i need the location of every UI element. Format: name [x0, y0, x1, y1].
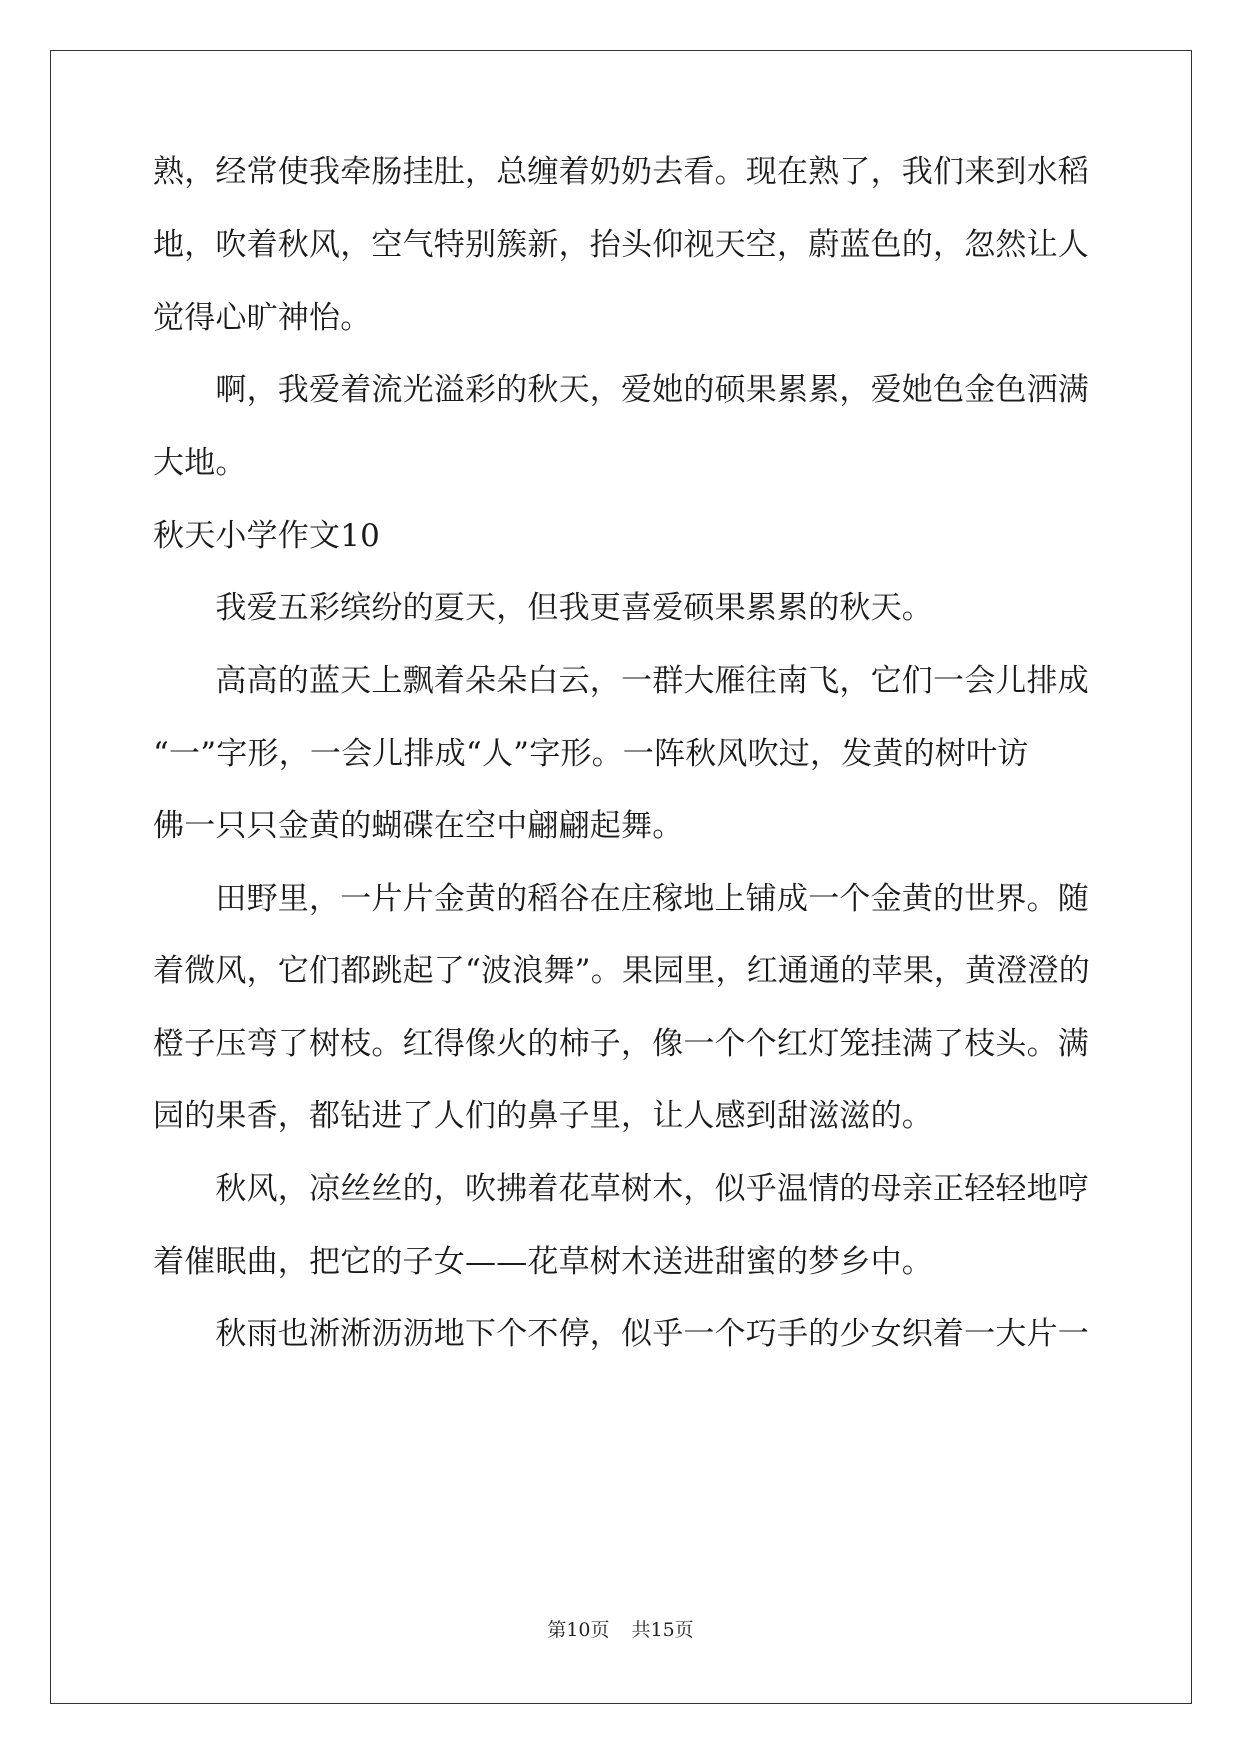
text-line: 大地。: [153, 445, 247, 481]
text-line: 高高的蓝天上飘着朵朵白云，一群大雁往南飞，它们一会儿排成: [153, 663, 1089, 699]
text-line: 地，吹着秋风，空气特别簇新，抬头仰视天空，蔚蓝色的，忽然让人: [153, 227, 1089, 263]
text-line: 秋雨也淅淅沥沥地下个不停，似乎一个巧手的少女织着一大片一: [153, 1316, 1089, 1352]
text-line: 啊，我爱着流光溢彩的秋天，爱她的硕果累累，爱她色金色洒满: [153, 372, 1089, 408]
page-total: 共15页: [631, 1619, 694, 1641]
text-line: 佛一只只金黄的蝴碟在空中翩翩起舞。: [153, 808, 684, 844]
text-line: 秋风，凉丝丝的，吹拂着花草树木，似乎温情的母亲正轻轻地哼: [153, 1171, 1089, 1207]
text-line: 田野里，一片片金黄的稻谷在庄稼地上铺成一个金黄的世界。随: [153, 881, 1089, 917]
text-line: 橙子压弯了树枝。红得像火的柿子，像一个个红灯笼挂满了枝头。满: [153, 1026, 1089, 1062]
section-heading: 秋天小学作文10: [153, 518, 381, 554]
text-line: 熟，经常使我牵肠挂肚，总缠着奶奶去看。现在熟了，我们来到水稻: [153, 154, 1089, 190]
text-line: 着催眠曲，把它的子女——花草树木送进甜蜜的梦乡中。: [153, 1244, 933, 1280]
text-line: 着微风，它们都跳起了“波浪舞”。果园里，红通通的苹果，黄澄澄的: [153, 953, 1090, 989]
page-footer: [0, 1618, 1241, 1642]
text-line: 觉得心旷神怡。: [153, 300, 372, 336]
text-line: 我爱五彩缤纷的夏天，但我更喜爱硕果累累的秋天。: [153, 590, 933, 626]
text-line: 园的果香，都钻进了人们的鼻子里，让人感到甜滋滋的。: [153, 1098, 933, 1134]
text-line: “一”字形，一会儿排成“人”字形。一阵秋风吹过，发黄的树叶访: [153, 736, 1029, 772]
page-number: 第10页: [547, 1619, 610, 1641]
